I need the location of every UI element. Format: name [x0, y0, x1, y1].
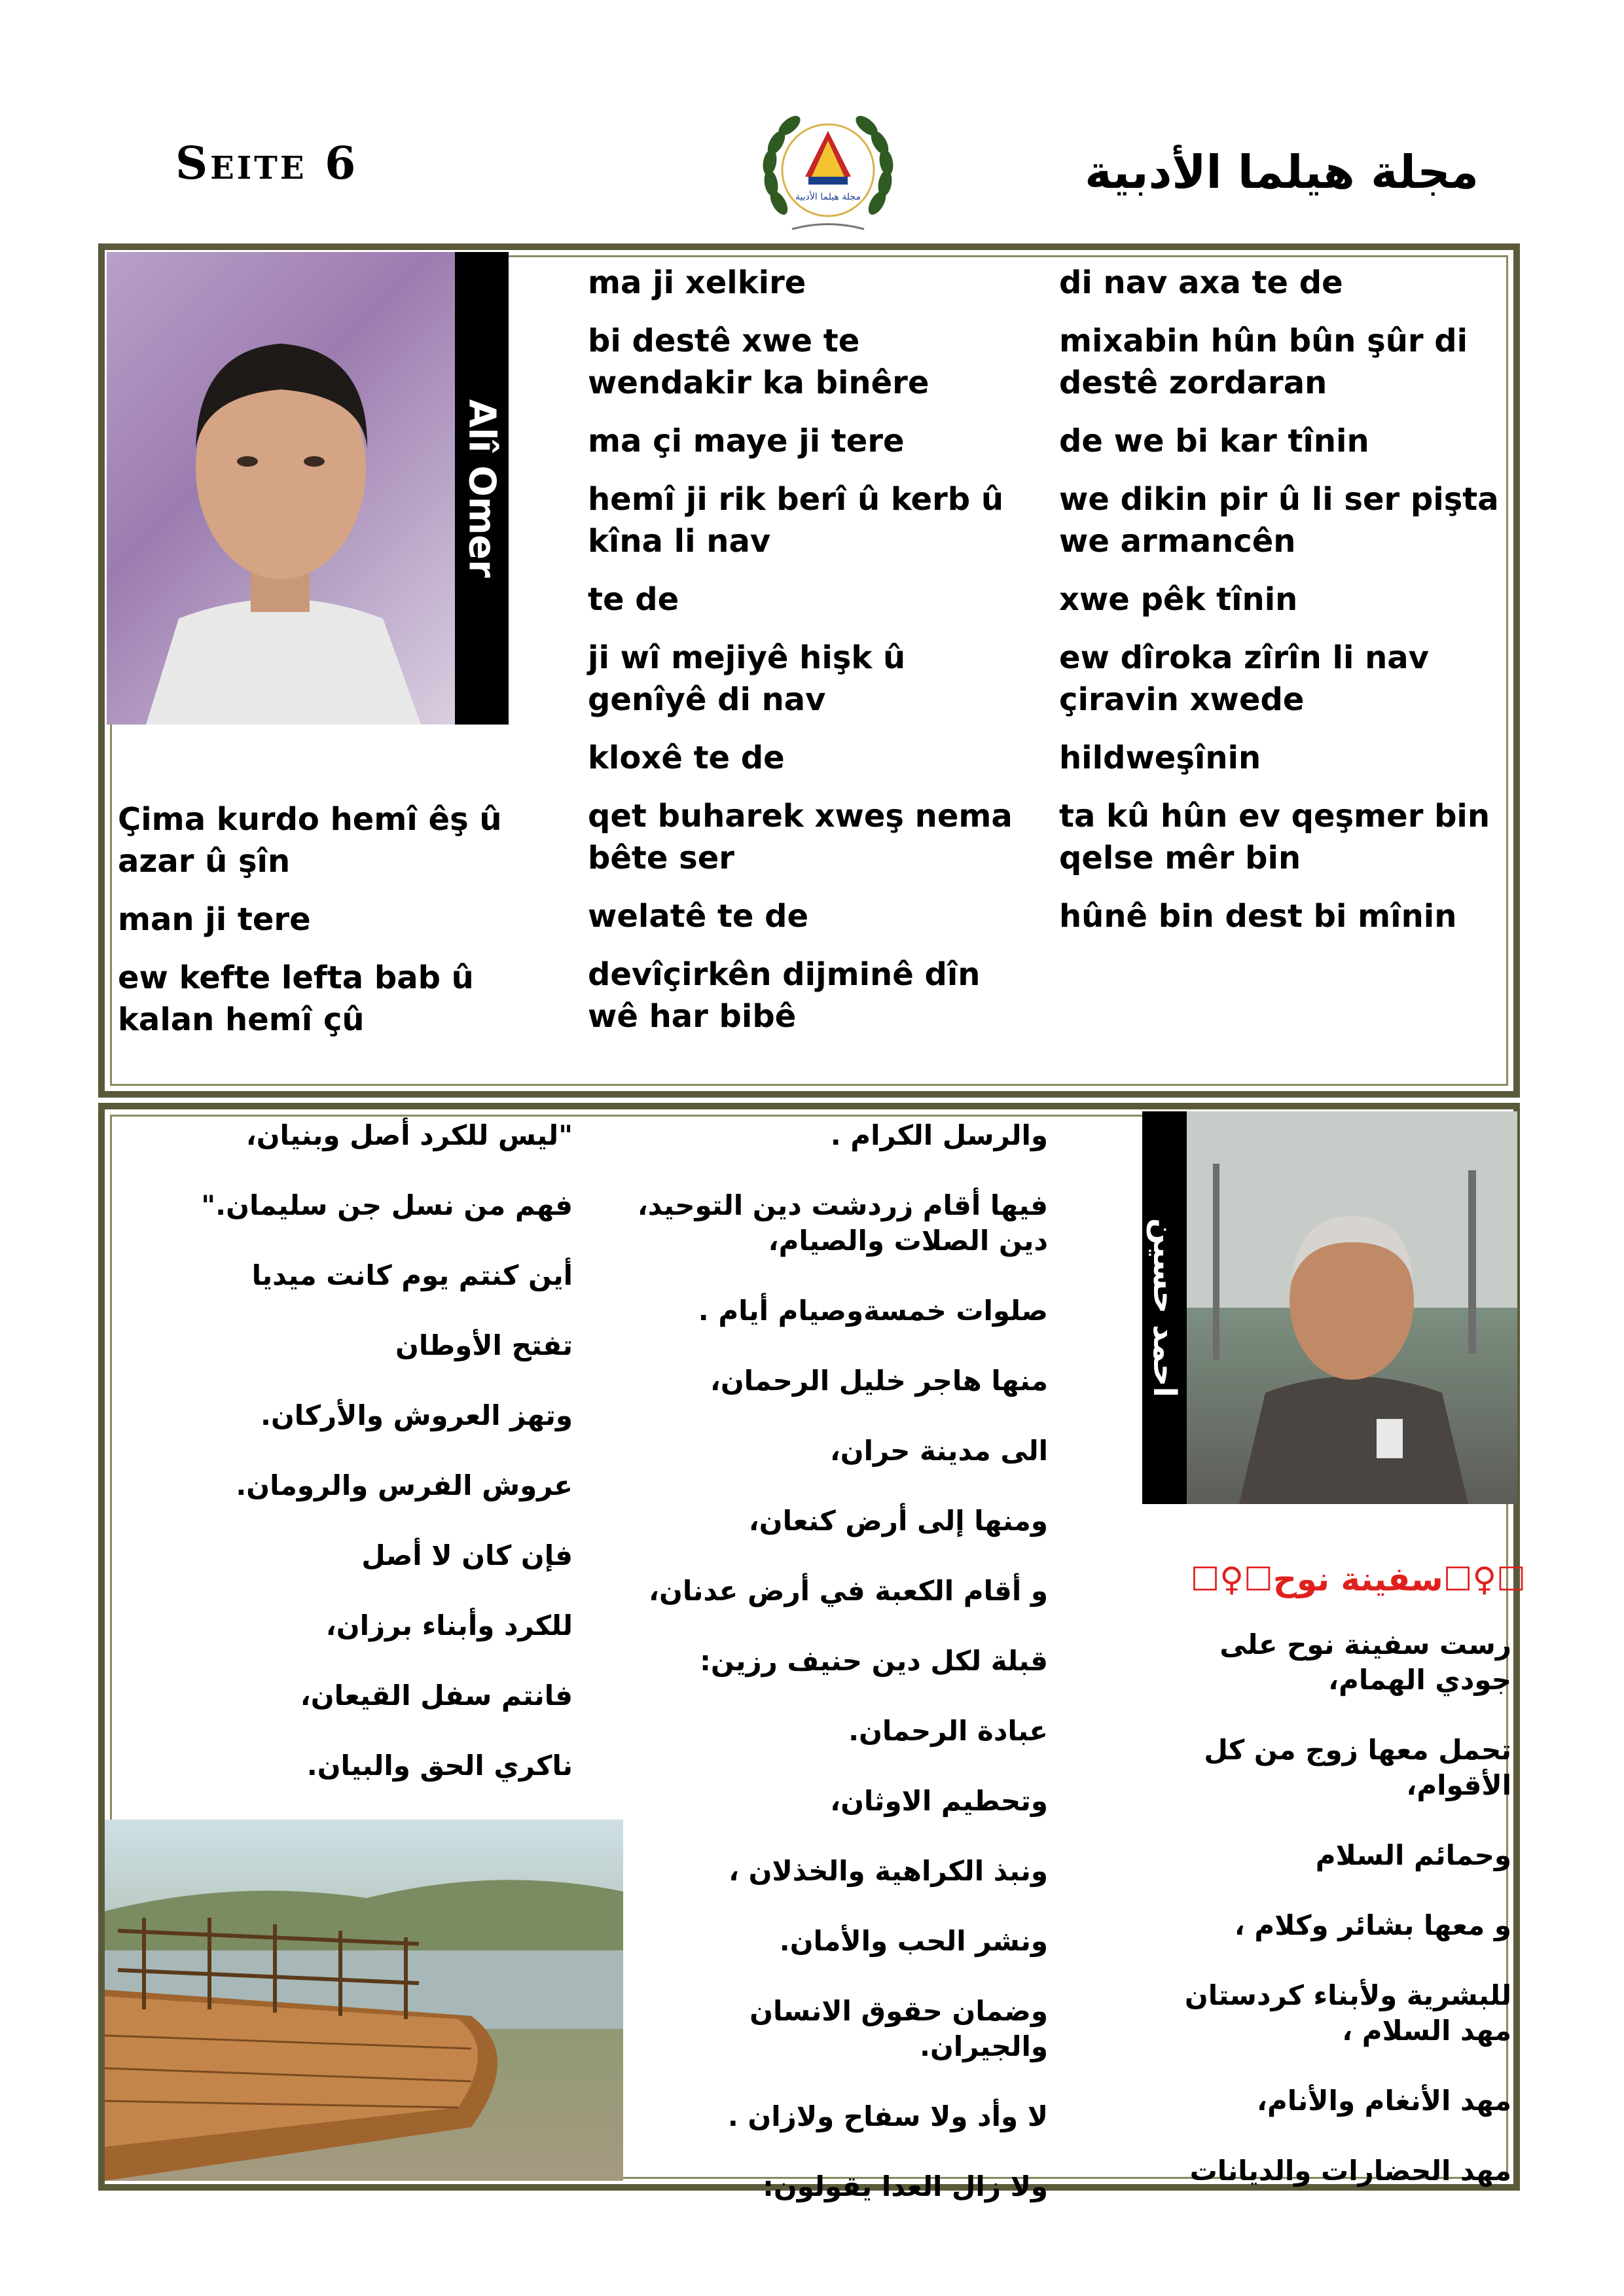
- verse-line: فإن كان لا أصل: [361, 1539, 573, 1571]
- arabic-column-middle: [623, 1118, 1048, 2239]
- verse-line: ew dîroka zîrîn li nav çiravin xwede: [1059, 639, 1429, 718]
- verse-line: وضمان حقوق الانسان والجيران.: [749, 1995, 1048, 2062]
- kurdish-column-right: [1059, 262, 1504, 954]
- verse-line: أين كنتم يوم كانت ميديا: [251, 1259, 573, 1291]
- verse-line: ma ji xelkire: [588, 264, 806, 301]
- verse-line: و أقام الكعبة في أرض عدنان،: [649, 1575, 1048, 1607]
- verse-line: devîçirkên dijminê dîn wê har bibê: [588, 956, 981, 1035]
- author-photo-ahmed-hussein: [1187, 1111, 1517, 1504]
- verse-line: مهد الحضارات والديانات: [1189, 2155, 1511, 2187]
- page-number: Seite 6: [175, 137, 359, 190]
- verse-line: صلوات خمسةوصيام أيام .: [698, 1295, 1048, 1327]
- person-portrait-icon: [107, 252, 455, 725]
- verse-line: لا وأد ولا سفاح ولازان .: [727, 2100, 1048, 2132]
- magazine-logo: [753, 105, 903, 242]
- author-photo-ali-omer: [107, 252, 455, 725]
- verse-line: منها هاجر خليل الرحمان،: [710, 1365, 1048, 1397]
- verse-line: ma çi maye ji tere: [588, 423, 905, 459]
- author-name-bar: [1142, 1111, 1187, 1504]
- verse-line: ولا زال العدا يقولون:: [763, 2170, 1048, 2202]
- verse-line: للبشرية ولأبناء كردستان مهد السلام ،: [1184, 1979, 1511, 2047]
- author-name-bar: [455, 252, 509, 725]
- author-name: احمد حسين: [1146, 1218, 1183, 1397]
- kurdish-column-left: [118, 798, 524, 1057]
- verse-line: وتحطيم الاوثان،: [830, 1785, 1048, 1817]
- verse-line: تفتح الأوطان: [395, 1329, 573, 1361]
- verse-line: hemî ji rik berî û kerb û kîna li nav: [588, 481, 1004, 560]
- verse-line: عروش الفرس والرومان.: [236, 1469, 573, 1501]
- verse-line: hildweşînin: [1059, 740, 1261, 776]
- verse-line: de we bi kar tînin: [1059, 423, 1369, 459]
- verse-line: ew kefte lefta bab û kalan hemî çû: [118, 960, 474, 1038]
- verse-line: ونشر الحب والأمان.: [779, 1925, 1048, 1957]
- verse-line: xwe pêk tînin: [1059, 581, 1298, 618]
- verse-line: welatê te de: [588, 898, 809, 935]
- verse-line: و معها بشائر وكلام ،: [1234, 1909, 1511, 1941]
- verse-line: للكرد وأبناء برزان،: [325, 1609, 573, 1641]
- verse-line: فهم من نسل جن سليمان.": [201, 1189, 573, 1221]
- verse-line: مهد الأنغام والأنام،: [1257, 2085, 1511, 2117]
- verse-line: ومنها إلى أرض كنعان،: [748, 1505, 1048, 1537]
- verse-line: ji wî mejiyê hişk û genîyê di nav: [588, 639, 906, 718]
- arabic-column-right: [1145, 1627, 1511, 2223]
- ark-icon: [105, 1820, 623, 2181]
- arabic-column-left: [180, 1118, 573, 1888]
- verse-line: ونبذ الكراهية والخذلان ،: [729, 1855, 1048, 1887]
- verse-line: تحمل معها زوج من كل الأقوام،: [1204, 1734, 1511, 1801]
- verse-line: فيها أقام زردشت دين التوحيد، دين الصلات والصيام،: [637, 1189, 1048, 1257]
- arabic-poem-title: ☐♀☐سفينة نوح☐♀☐: [1190, 1560, 1526, 1598]
- verse-line: ta kû hûn ev qeşmer bin qelse mêr bin: [1059, 798, 1490, 876]
- verse-line: man ji tere: [118, 901, 311, 938]
- verse-line: qet buharek xweş nema bête ser: [588, 798, 1013, 876]
- kurdish-column-middle: [588, 262, 1033, 1054]
- verse-line: "ليس للكرد أصل وبنيان،: [245, 1119, 573, 1151]
- verse-line: di nav axa te de: [1059, 264, 1343, 301]
- author-name: Alî Omer: [460, 399, 503, 578]
- verse-line: عبادة الرحمان.: [848, 1715, 1048, 1747]
- verse-line: ناكري الحق والبيان.: [306, 1749, 573, 1782]
- noahs-ark-image: [105, 1820, 623, 2181]
- verse-line: فانتم سفل القيعان،: [300, 1679, 573, 1712]
- verse-line: رست سفينة نوح على جودي الهمام،: [1219, 1628, 1511, 1696]
- verse-line: mixabin hûn bûn şûr di destê zordaran: [1059, 323, 1468, 401]
- verse-line: والرسل الكرام .: [830, 1119, 1048, 1151]
- verse-line: we dikin pir û li ser pişta we armancên: [1059, 481, 1499, 560]
- verse-line: kloxê te de: [588, 740, 785, 776]
- verse-line: قبلة لكل دين حنيف رزين:: [700, 1645, 1048, 1677]
- verse-line: Çima kurdo hemî êş û azar û şîn: [118, 801, 502, 880]
- verse-line: bi destê xwe te wendakir ka binêre: [588, 323, 929, 401]
- verse-line: وحمائم السلام: [1315, 1839, 1511, 1871]
- person-portrait-icon: [1187, 1111, 1517, 1504]
- logo-text: مجلة هيلما الأدبية: [795, 192, 861, 202]
- verse-line: hûnê bin dest bi mînin: [1059, 898, 1457, 935]
- verse-line: الى مدينة حران،: [829, 1435, 1048, 1467]
- magazine-title: مجلة هيلما الأدبية: [1085, 145, 1479, 199]
- verse-line: te de: [588, 581, 679, 618]
- verse-line: وتهز العروش والأركان.: [261, 1399, 573, 1431]
